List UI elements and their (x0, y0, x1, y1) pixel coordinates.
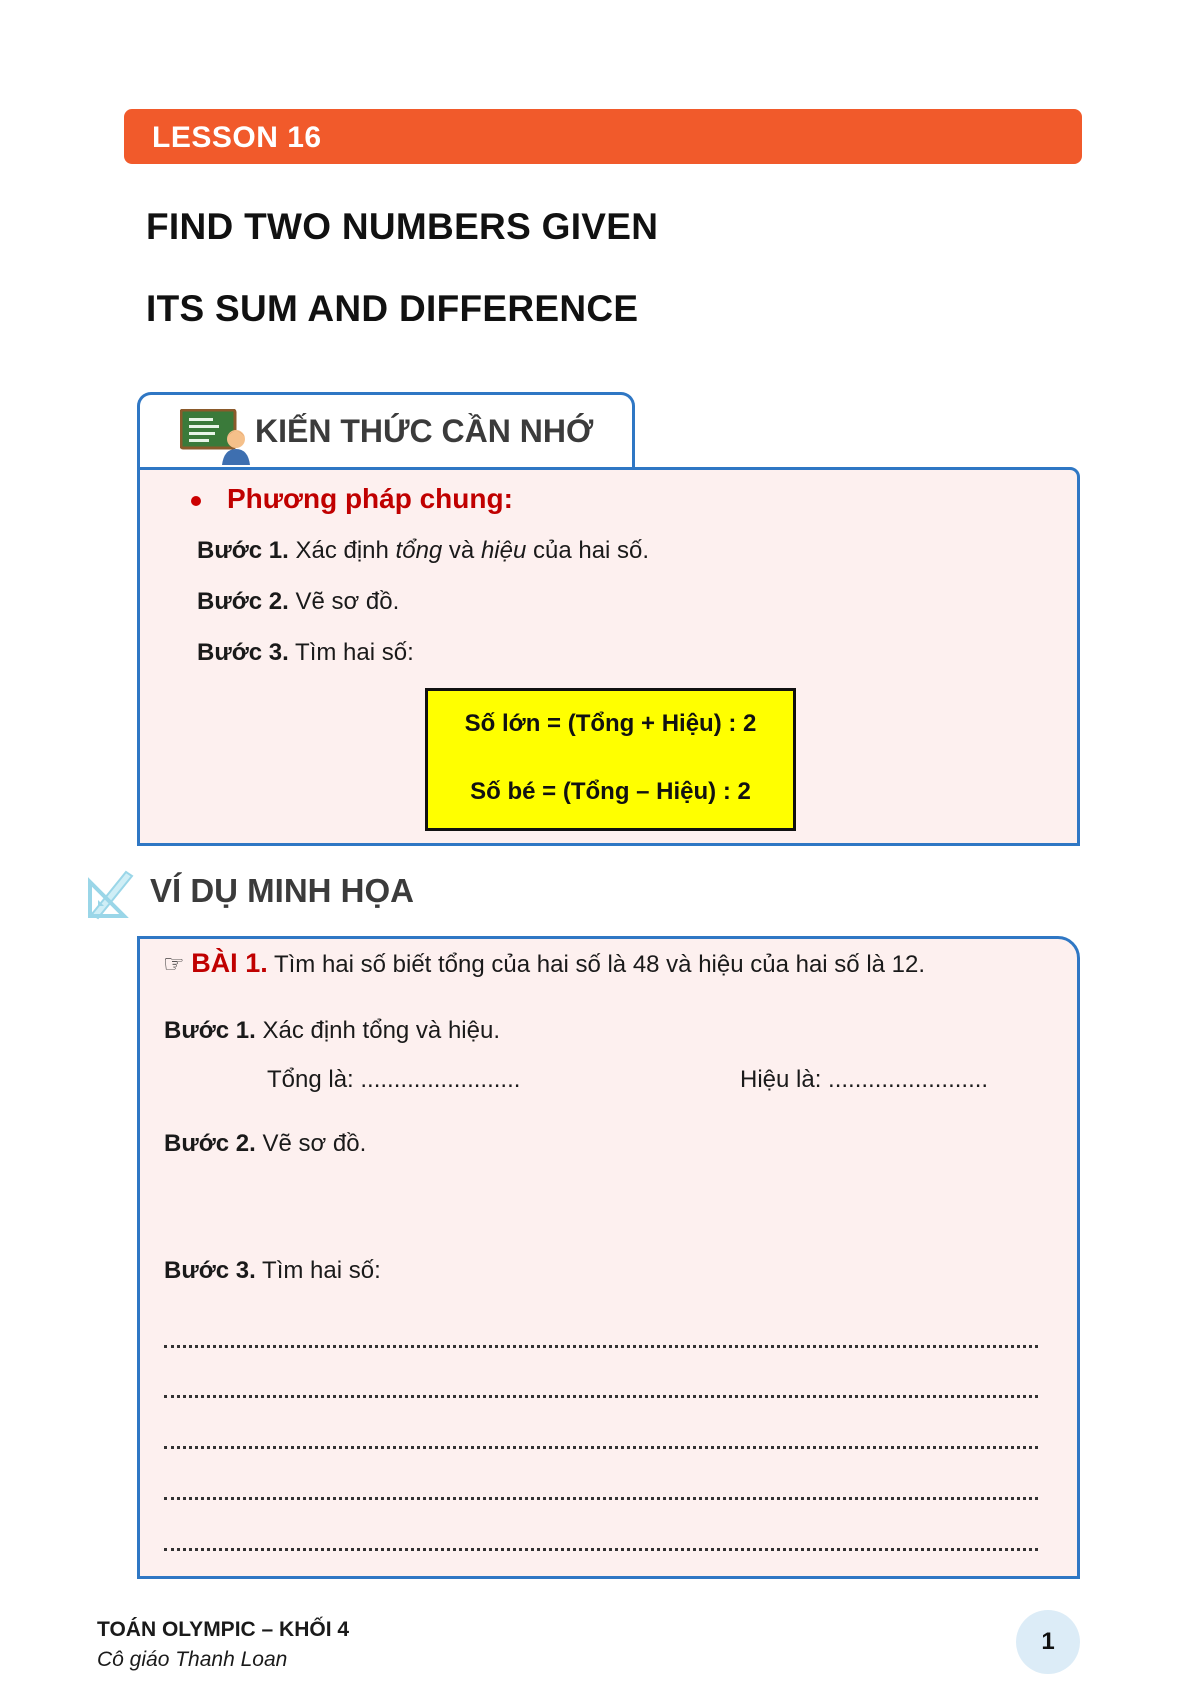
step-2-label: Bước 2. (197, 588, 289, 615)
step-2-text: Vẽ sơ đồ. (288, 588, 400, 615)
step-1-em-diff: hiệu (480, 537, 527, 564)
formula-large-number: Số lớn = (Tổng + Hiệu) : 2 (464, 710, 757, 737)
example-step-1-text: Xác định tổng và hiệu. (255, 1017, 500, 1044)
footer-author: Cô giáo Thanh Loan (97, 1648, 288, 1671)
step-1-text-b: và (442, 537, 481, 564)
example-step-3-text: Tìm hai số: (255, 1257, 381, 1284)
lesson-label: LESSON 16 (152, 121, 322, 154)
step-1-label: Bước 1. (197, 537, 289, 564)
step-1-text-a: Xác định (288, 537, 396, 564)
example-step-2 (164, 1130, 366, 1158)
difference-field[interactable]: Hiệu là: ........................ (740, 1066, 989, 1093)
problem-line (163, 948, 925, 979)
page-title-line-1: FIND TWO NUMBERS GIVEN (146, 206, 659, 247)
step-1-text-c: của hai số. (526, 537, 650, 564)
example-step-3 (164, 1257, 381, 1285)
example-step-2-text: Vẽ sơ đồ. (255, 1130, 367, 1157)
example-step-2-label: Bước 2. (164, 1130, 256, 1157)
example-heading: VÍ DỤ MINH HỌA (150, 872, 414, 909)
pointer-hand-icon: ☞ (163, 951, 185, 978)
lesson-banner (124, 109, 1082, 164)
knowledge-tab (137, 392, 635, 467)
example-step-1 (164, 1017, 500, 1045)
step-3-text: Tìm hai số: (288, 639, 414, 666)
ruler-compass-icon (86, 862, 144, 920)
knowledge-step-1 (197, 537, 649, 565)
formula-box (425, 688, 796, 831)
bullet-icon (191, 496, 201, 506)
answer-line[interactable] (164, 1395, 1038, 1398)
bai-label: BÀI 1. (191, 948, 268, 978)
answer-line[interactable] (164, 1497, 1038, 1500)
footer-title: TOÁN OLYMPIC – KHỐI 4 (97, 1618, 350, 1641)
teacher-board-icon (180, 409, 252, 465)
formula-small-number: Số bé = (Tổng – Hiệu) : 2 (470, 778, 751, 805)
method-title: Phương pháp chung: (227, 483, 513, 514)
step-1-em-sum: tổng (395, 537, 443, 564)
sum-field[interactable]: Tổng là: ........................ (267, 1066, 521, 1093)
example-step-3-label: Bước 3. (164, 1257, 256, 1284)
page-number: 1 (1016, 1610, 1080, 1674)
answer-line[interactable] (164, 1548, 1038, 1551)
example-step-1-label: Bước 1. (164, 1017, 256, 1044)
knowledge-step-2 (197, 588, 399, 616)
page-title-line-2: ITS SUM AND DIFFERENCE (146, 288, 639, 329)
knowledge-step-3 (197, 639, 414, 667)
answer-line[interactable] (164, 1345, 1038, 1348)
problem-text: Tìm hai số biết tổng của hai số là 48 và hiệu của hai số là 12. (267, 951, 926, 978)
step-3-label: Bước 3. (197, 639, 289, 666)
answer-line[interactable] (164, 1446, 1038, 1449)
knowledge-heading: KIẾN THỨC CẦN NHỚ (255, 413, 594, 449)
